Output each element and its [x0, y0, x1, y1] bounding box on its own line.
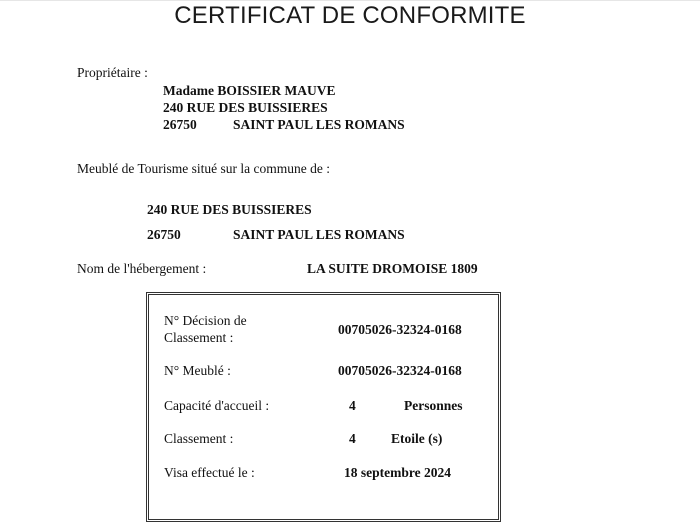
accommodation-name: LA SUITE DROMOISE 1809: [307, 261, 478, 276]
meuble-value: 00705026-32324-0168: [338, 363, 462, 378]
visa-label: Visa effectué le :: [164, 465, 255, 480]
owner-city: SAINT PAUL LES ROMANS: [233, 117, 405, 132]
owner-postcode: 26750: [163, 117, 197, 132]
owner-label: Propriétaire :: [77, 65, 148, 80]
decision-value: 00705026-32324-0168: [338, 322, 462, 337]
decision-label-line1: N° Décision de: [164, 313, 247, 328]
document-title: CERTIFICAT DE CONFORMITE: [174, 2, 526, 29]
accommodation-label: Nom de l'hébergement :: [77, 261, 207, 276]
location-city: SAINT PAUL LES ROMANS: [233, 227, 405, 242]
decision-label-line2: Classement :: [164, 330, 234, 345]
classement-unit: Etoile (s): [391, 431, 443, 446]
meuble-label: N° Meublé :: [164, 363, 231, 378]
classification-box: [146, 292, 501, 522]
capacity-label: Capacité d'accueil :: [164, 398, 270, 413]
classement-value: 4: [349, 431, 356, 446]
classement-label: Classement :: [164, 431, 234, 446]
owner-name: Madame BOISSIER MAUVE: [163, 83, 336, 98]
capacity-value: 4: [349, 398, 356, 413]
capacity-unit: Personnes: [404, 398, 463, 413]
location-street: 240 RUE DES BUISSIERES: [147, 202, 312, 217]
owner-street: 240 RUE DES BUISSIERES: [163, 100, 328, 115]
visa-value: 18 septembre 2024: [344, 465, 451, 480]
location-postcode: 26750: [147, 227, 181, 242]
location-label: Meublé de Tourisme situé sur la commune de :: [77, 161, 330, 176]
